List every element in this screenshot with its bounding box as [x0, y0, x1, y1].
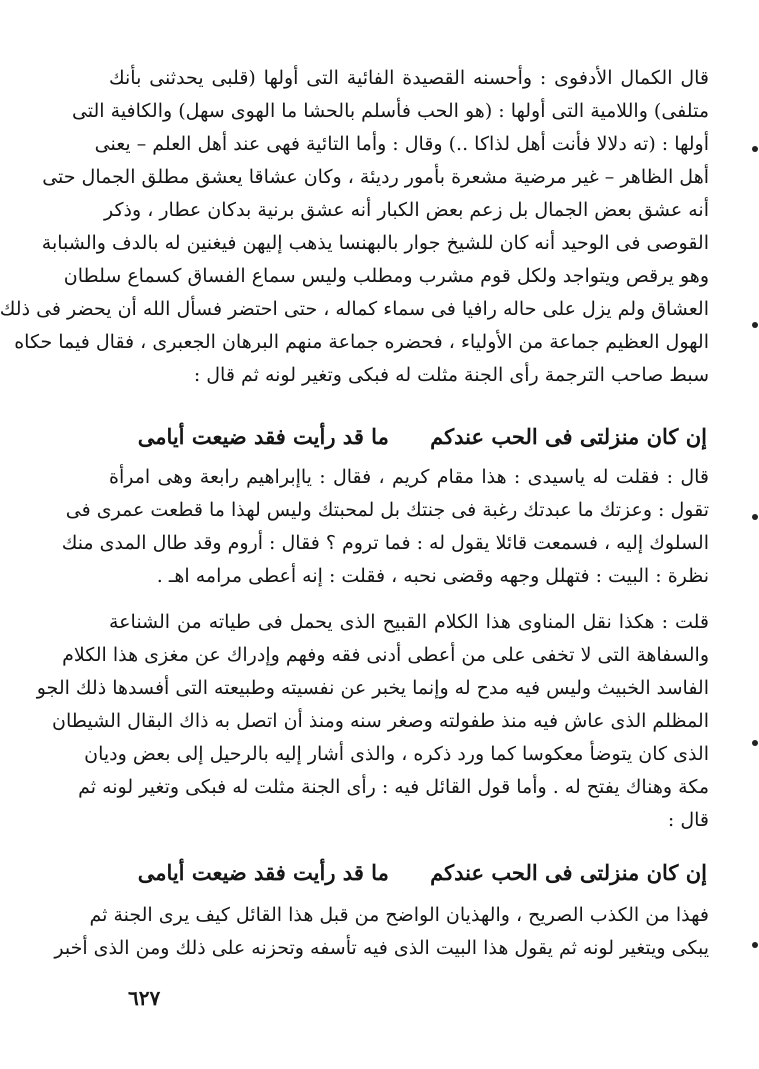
text-line: السلوك إليه ، فسمعت قائلا يقول له : فما تروم ؟ فقال : أروم وقد طال المدى منك	[61, 532, 709, 554]
text-line: أنه عشق بعض الجمال بل زعم بعض الكبار أنه عشق برنية بدكان عطار ، وذكر	[103, 199, 709, 221]
text-line: يبكى ويتغير لونه ثم يقول هذا البيت الذى فيه تأسفه وتحزنه على ذلك ومن الذى أخبر	[54, 937, 709, 959]
margin-mark	[752, 740, 758, 746]
text-line: العشاق ولم يزل على حاله رافيا فى سماء كماله ، حتى احتضر فسأل الله أن يحضر فى ذلك	[0, 298, 709, 320]
text-line: أولها : (ته دلالا فأنت أهل لذاكا ..) وقال : وأما التائية فهى عند أهل العلم – يعنى	[94, 133, 709, 155]
text-line: قال :	[667, 809, 709, 831]
paragraph-2	[61, 461, 709, 593]
verse-second-hemistich: ما قد رأيت فقد ضيعت أيامى	[137, 424, 389, 449]
text-line: الذى كان يتوضأ معكوسا كما ورد ذكره ، والذى أشار إليه بالرحيل إلى بعض وديان	[84, 743, 709, 765]
verse-1	[107, 420, 707, 454]
text-line: الهول العظيم جماعة من الأولياء ، فحضره جماعة منهم البرهان الجعبرى ، فقال فيما حكاه	[14, 331, 709, 353]
text-line: مكة وهناك يفتح له . وأما قول القائل فيه : رأى الجنة مثلت له فبكى وتغير لونه ثم	[78, 776, 709, 798]
text-line: أهل الظاهر – غير مرضية مشعرة بأمور رديئة ، وكان عشاقا يعشق مطلق الجمال حتى	[42, 166, 709, 188]
verse-first-hemistich: إن كان منزلتى فى الحب عندكم	[430, 860, 707, 885]
margin-mark	[752, 514, 758, 520]
text-line: والسفاهة التى لا تخفى على من أعطى أدنى فقه وفهم وإدراك عن مغزى هذا الكلام	[62, 644, 709, 666]
paragraph-1	[0, 62, 709, 392]
verse-2	[107, 856, 707, 890]
text-line: تقول : وعزتك ما عبدتك رغبة فى جنتك بل لمحبتك وليس لهذا ما قطعت عمرى فى	[65, 499, 709, 521]
margin-mark	[752, 146, 758, 152]
text-line: قلت : هكذا نقل المناوى هذا الكلام القبيح الذى يحمل فى طياته من الشناعة	[109, 611, 709, 633]
text-line: المظلم الذى عاش فيه منذ طفولته وصغر سنه ومنذ أن اتصل به ذاك البقال الشيطان	[52, 710, 709, 732]
text-line: قال : فقلت له ياسيدى : هذا مقام كريم ، فقال : ياإبراهيم رابعة وهى امرأة	[109, 466, 709, 488]
text-line: قال الكمال الأدفوى : وأحسنه القصيدة الفائية التى أولها (قلبى يحدثنى بأنك	[109, 67, 709, 89]
verse-first-hemistich: إن كان منزلتى فى الحب عندكم	[430, 424, 707, 449]
text-line: وهو يرقص ويتواجد ولكل قوم مشرب ومطلب وليس سماع الفساق كسماع سلطان	[63, 265, 709, 287]
page-number: ٦٢٧	[128, 986, 161, 1010]
text-line: متلفى) واللامية التى أولها : (هو الحب فأسلم بالحشا ما الهوى سهل) والكافية التى	[71, 100, 709, 122]
verse-second-hemistich: ما قد رأيت فقد ضيعت أيامى	[137, 860, 389, 885]
paragraph-4	[54, 899, 709, 965]
text-line: الفاسد الخبيث وليس فيه مدح له وإنما يخبر عن نفسيته وطبيعته التى أفسدها ذلك الجو	[36, 677, 709, 699]
text-line: نظرة : البيت : فتهلل وجهه وقضى نحبه ، فقلت : إنه أعطى مرامه اهـ .	[156, 565, 709, 587]
text-line: فهذا من الكذب الصريح ، والهذيان الواضح من قبل هذا القائل كيف يرى الجنة ثم	[89, 904, 709, 926]
paragraph-3	[36, 606, 709, 837]
text-line: القوصى فى الوحيد أنه كان للشيخ جوار بالبهنسا يذهب إليهن فيغنين له بالدف والشبابة	[41, 232, 709, 254]
text-line: سبط صاحب الترجمة رأى الجنة مثلت له فبكى وتغير لونه ثم قال :	[193, 364, 709, 386]
margin-mark	[752, 942, 758, 948]
margin-mark	[752, 322, 758, 328]
